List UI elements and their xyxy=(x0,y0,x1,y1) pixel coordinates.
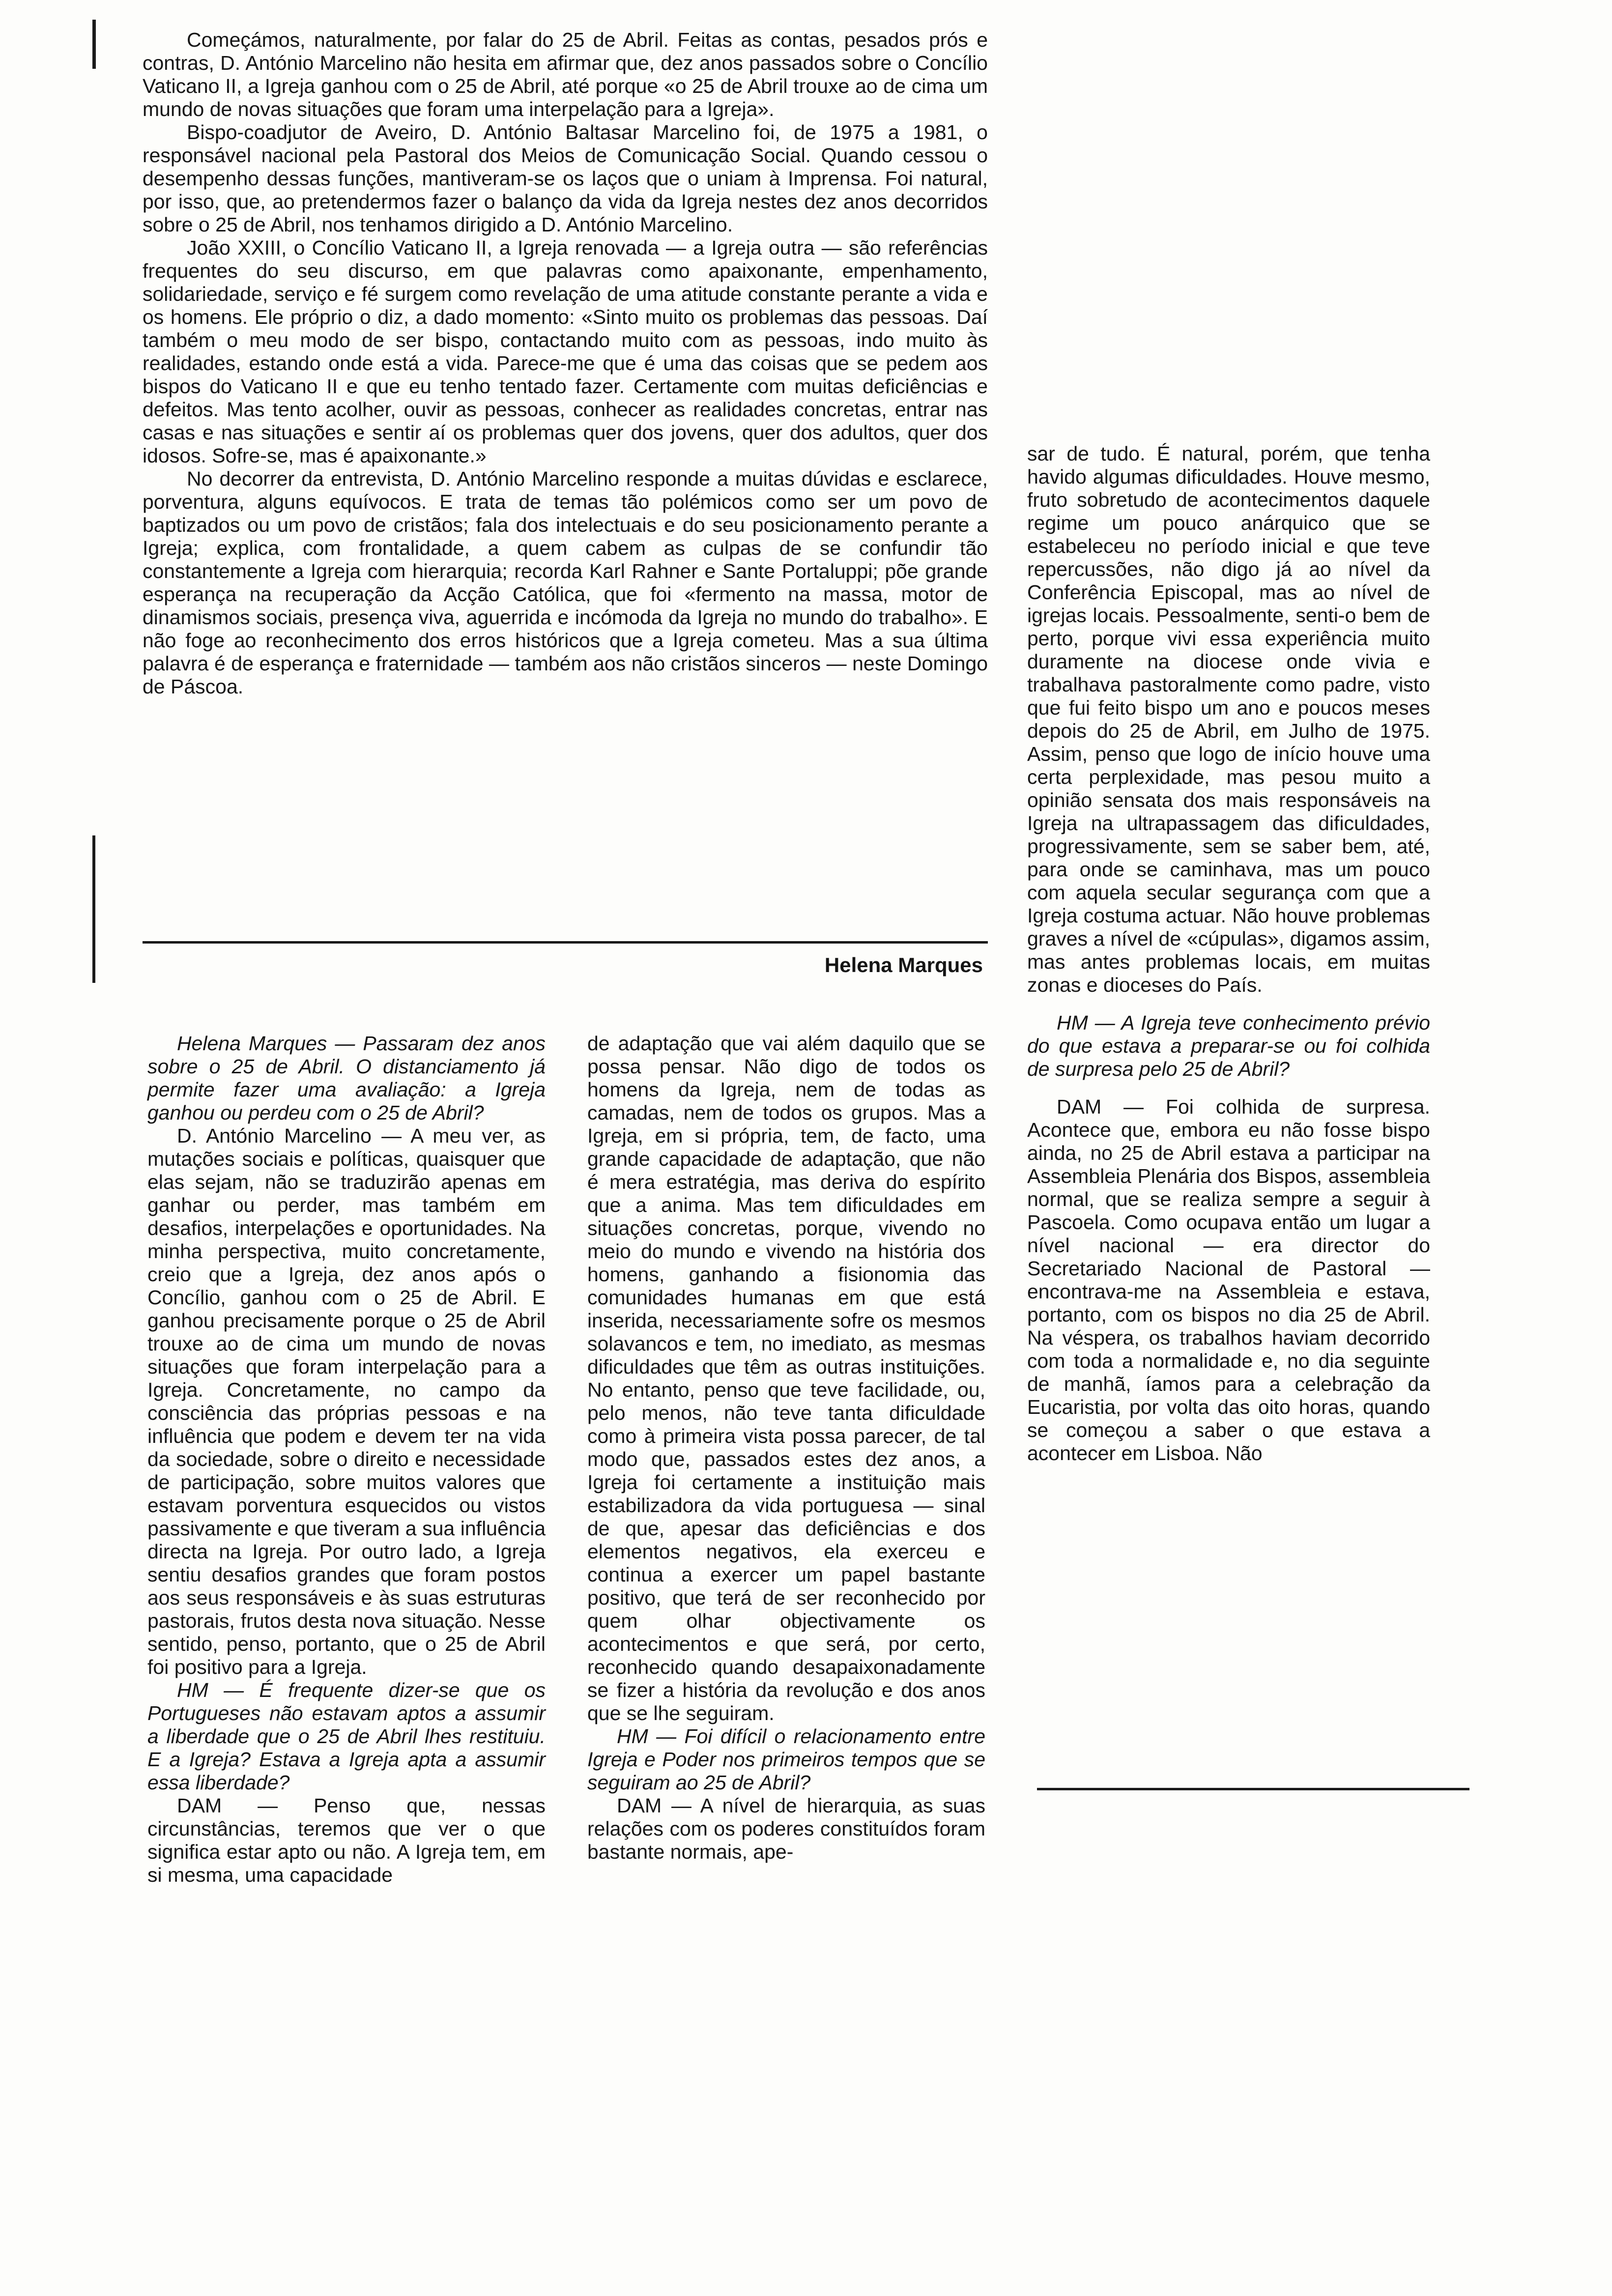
intro-paragraph: João XXIII, o Concílio Vaticano II, a Igreja renovada — a Igreja outra — são referências frequentes do seu discurso, em que palavras como apaixonante, empenhamento, solidariedade, serviço e fé surgem como revelação de uma atitude constante perante a vida e os homens. Ele próprio o diz, a dado momento: «Sinto muito os problemas das pessoas. Daí também o meu modo de ser bispo, contactando muito com as pessoas, indo muito às realidades, estando onde está a vida. Parece-me que é uma das coisas que se pedem aos bispos do Vaticano II e que eu tenho tentado fazer. Certamente com muitas deficiências e defeitos. Mas tento acolher, ouvir as pessoas, conhecer as realidades concretas, entrar nas casas e nas situações e sentir aí os problemas quer dos jovens, quer dos adultos, quer dos idosos. Sofre-se, mas é apaixonante.» xyxy=(143,236,988,467)
answer: D. António Marcelino — A meu ver, as mutações sociais e políticas, quaisquer que elas sejam, não se traduzirão apenas em ganhar ou perder, mas também em desafios, interpelações e oportunidades. Na minha perspectiva, muito concretamente, creio que a Igreja, dez anos após o Concílio, ganhou com o 25 de Abril. E ganhou precisamente porque o 25 de Abril trouxe ao de cima um mundo de novas situações que foram interpelação para a Igreja. Concretamente, no campo da consciência das próprias pessoas e na influência que podem e devem ter na vida da sociedade, sobre o direito e necessidade de participação, sobre muitos valores que estavam porventura esquecidos ou vistos passivamente e que tiveram a sua influência directa na Igreja. Por outro lado, a Igreja sentiu desafios grandes que foram postos aos seus responsáveis e às suas estruturas pastorais, frutos desta nova situação. Nesse sentido, penso, portanto, que o 25 de Abril foi positivo para a Igreja. xyxy=(147,1124,546,1678)
article-intro xyxy=(143,29,988,698)
author-byline: Helena Marques xyxy=(824,953,983,976)
question: HM — É frequente dizer-se que os Portugueses não estavam aptos a assumir a liberdade que o 25 de Abril lhes restituiu. E a Igreja? Estava a Igreja apta a assumir essa liberdade? xyxy=(147,1679,546,1794)
answer: DAM — Penso que, nessas circunstâncias, teremos que ver o que significa estar apto ou não. A Igreja tem, em si mesma, uma capacidade xyxy=(147,1794,546,1886)
margin-mark-left xyxy=(92,835,95,983)
answer-continued: de adaptação que vai além daquilo que se possa pensar. Não digo de todos os homens da Igreja, nem de todas as camadas, nem de todos os grupos. Mas a Igreja, em si própria, tem, de facto, uma grande capacidade de adaptação, que não é mera estratégia, mas deriva do espírito que a anima. Mas tem dificuldades em situações concretas, porque, vivendo no meio do mundo e vivendo na história dos homens, ganhando a fisionomia das comunidades humanas em que está inserida, necessariamente sofre os mesmos solavancos e tem, no imediato, as mesmas dificuldades que têm as outras instituições. No entanto, penso que teve facilidade, ou, pelo menos, não teve tanta dificuldade como à primeira vista possa parecer, de tal modo que, passados estes dez anos, a Igreja foi certamente a instituição mais estabilizadora da vida portuguesa — sinal de que, apesar das deficiências e dos elementos negativos, ela exerceu e continua a exercer um papel bastante positivo, que terá de ser reconhecido por quem olhar objectivamente os acontecimentos e que será, por certo, reconhecido quando desapaixonadamente se fizer a história da revolução e dos anos que se lhe seguiram. xyxy=(587,1032,985,1724)
column-end-divider xyxy=(1037,1788,1469,1790)
answer: DAM — Foi colhida de surpresa. Acontece que, embora eu não fosse bispo ainda, no 25 de Abril estava a participar na Assembleia Plenária dos Bispos, assembleia normal, que se realiza sempre a seguir à Pascoela. Como ocupava então um lugar a nível nacional — era director do Secretariado Nacional de Pastoral — encontrava-me na Assembleia e estava, portanto, com os bispos no dia 25 de Abril. Na véspera, os trabalhos haviam decorrido com toda a normalidade e, no dia seguinte de manhã, íamos para a celebração da Eucaristia, por volta das oito horas, quando se começou a saber o que estava a acontecer em Lisboa. Não xyxy=(1027,1095,1430,1464)
margin-mark-top xyxy=(92,20,96,69)
interview-column-2 xyxy=(587,1032,985,1864)
intro-divider xyxy=(143,941,988,944)
question: HM — A Igreja teve conhecimento prévio do que estava a preparar-se ou foi colhida de surpresa pelo 25 de Abril? xyxy=(1027,1011,1430,1080)
question: Helena Marques — Passaram dez anos sobre o 25 de Abril. O distanciamento já permite fazer uma avaliação: a Igreja ganhou ou perdeu com o 25 de Abril? xyxy=(147,1032,546,1124)
intro-paragraph: Começámos, naturalmente, por falar do 25 de Abril. Feitas as contas, pesados prós e contras, D. António Marcelino não hesita em afirmar que, dez anos passados sobre o Concílio Vaticano II, a Igreja ganhou com o 25 de Abril, até porque «o 25 de Abril trouxe ao de cima um mundo de novas situações que foram uma interpelação para a Igreja». xyxy=(143,29,988,120)
question: HM — Foi difícil o relacionamento entre Igreja e Poder nos primeiros tempos que se seguiram ao 25 de Abril? xyxy=(587,1725,985,1794)
answer: DAM — A nível de hierarquia, as suas relações com os poderes constituídos foram bastante normais, ape- xyxy=(587,1794,985,1863)
interview-column-1 xyxy=(147,1032,546,1887)
answer-continued: sar de tudo. É natural, porém, que tenha havido algumas dificuldades. Houve mesmo, fruto sobretudo de acontecimentos daquele regime um pouco anárquico que se estabeleceu no período inicial e que teve repercussões, não digo já ao nível da Conferência Episcopal, mas ao nível de igrejas locais. Pessoalmente, senti-o bem de perto, porque vivi essa experiência muito duramente na diocese onde vivia e trabalhava pastoralmente como padre, visto que fui feito bispo um ano e poucos meses depois do 25 de Abril, em Julho de 1975. Assim, penso que logo de início houve uma certa perplexidade, mas pesou muito a opinião sensata dos mais responsáveis na Igreja na ultrapassagem das dificuldades, progressivamente, sem se saber bem, até, para onde se caminhava, mas um pouco com aquela secular segurança com que a Igreja costuma actuar. Não houve problemas graves a nível de «cúpulas», digamos assim, mas antes problemas locais, em muitas zonas e dioceses do País. xyxy=(1027,442,1430,996)
interview-column-3 xyxy=(1027,442,1430,1465)
intro-paragraph: Bispo-coadjutor de Aveiro, D. António Baltasar Marcelino foi, de 1975 a 1981, o responsável nacional pela Pastoral dos Meios de Comunicação Social. Quando cessou o desempenho dessas funções, mantiveram-se os laços que o uniam à Imprensa. Foi natural, por isso, que, ao pretendermos fazer o balanço da vida da Igreja nestes dez anos decorridos sobre o 25 de Abril, nos tenhamos dirigido a D. António Marcelino. xyxy=(143,121,988,236)
intro-paragraph: No decorrer da entrevista, D. António Marcelino responde a muitas dúvidas e esclarece, porventura, alguns equívocos. E trata de temas tão polémicos como ser um povo de baptizados ou um povo de cristãos; fala dos intelectuais e do seu posicionamento perante a Igreja; explica, com frontalidade, a quem cabem as culpas de se confundir tão constantemente a Igreja com hierarquia; recorda Karl Rahner e Sante Portaluppi; põe grande esperança na recuperação da Acção Católica, que foi «fermento na massa, motor de dinamismos sociais, presença viva, aguerrida e incómoda da Igreja no mundo do trabalho». E não foge ao reconhecimento dos erros históricos que a Igreja cometeu. Mas a sua última palavra é de esperança e fraternidade — também aos não cristãos sinceros — neste Domingo de Páscoa. xyxy=(143,467,988,698)
